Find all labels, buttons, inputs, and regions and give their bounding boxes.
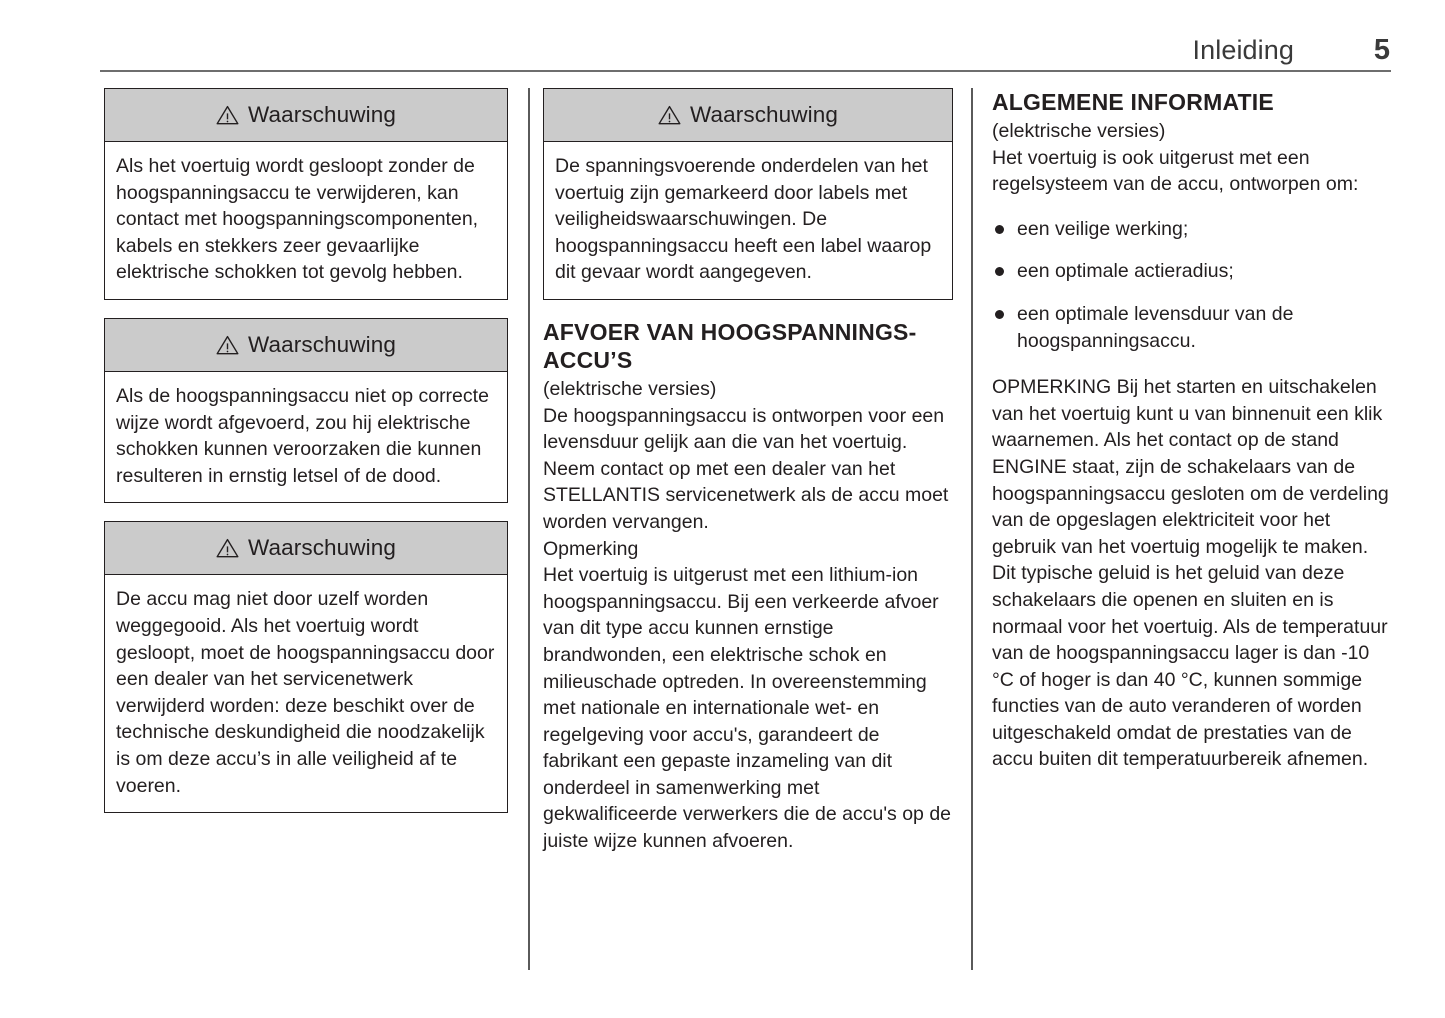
note-label: Opmerking bbox=[543, 537, 639, 560]
column-left bbox=[104, 88, 508, 831]
list-item bbox=[992, 258, 1392, 285]
disposal-paragraph: De hoogspanningsaccu is ontworpen voor een levensduur gelijk aan die van het voertuig. Neem contact op met een dealer van het STELLANTIS servicenetwerk als de accu moet worden vervangen. bbox=[543, 404, 949, 533]
general-info-intro: Het voertuig is ook uitgerust met een regelsysteem van de accu, ontworpen om: bbox=[992, 146, 1359, 196]
list-item-label: een optimale levensduur van de hoogspanningsaccu. bbox=[1017, 302, 1294, 352]
column-divider-left bbox=[528, 88, 530, 970]
page-title: Inleiding bbox=[1192, 35, 1294, 65]
list-item bbox=[992, 216, 1392, 243]
section-heading-general-info: ALGEMENE INFORMATIE bbox=[992, 89, 1274, 115]
column-middle bbox=[543, 88, 953, 855]
warning-header bbox=[544, 89, 952, 142]
bullet-dot-icon bbox=[995, 225, 1004, 234]
warning-triangle-icon bbox=[216, 335, 239, 355]
list-item-label: een optimale actieradius; bbox=[1017, 260, 1234, 283]
warning-body: Als de hoogspanningsaccu niet op correcte wijze wordt afgevoerd, zou hij elektrische schokken kunnen veroorzaken die kunnen resulteren in ernstig letsel of de dood. bbox=[116, 384, 489, 487]
warning-triangle-icon bbox=[658, 105, 681, 125]
warning-box bbox=[104, 318, 508, 503]
bullet-dot-icon bbox=[995, 267, 1004, 276]
warning-header bbox=[105, 89, 507, 142]
warning-box bbox=[543, 88, 953, 300]
section-heading-disposal: AFVOER VAN HOOGSPANNINGS-ACCU’S bbox=[543, 318, 917, 373]
benefits-list bbox=[992, 216, 1392, 354]
warning-triangle-icon bbox=[216, 538, 239, 558]
warning-box bbox=[104, 521, 508, 813]
bullet-dot-icon bbox=[995, 310, 1004, 319]
warning-header bbox=[105, 522, 507, 575]
section-subtitle: (elektrische versies) bbox=[543, 377, 717, 400]
warning-body: De spanningsvoerende onderdelen van het voertuig zijn gemarkeerd door labels met veiligheidswaarschuwingen. De hoogspanningsaccu heeft een label waarop dit gevaar wordt aangegeven. bbox=[555, 155, 932, 284]
warning-label: Waarschuwing bbox=[248, 535, 396, 561]
page-header bbox=[100, 34, 1390, 74]
column-divider-right bbox=[971, 88, 973, 970]
warning-label: Waarschuwing bbox=[248, 331, 396, 357]
header-rule bbox=[100, 70, 1391, 72]
section-subtitle: (elektrische versies) bbox=[992, 120, 1166, 142]
page-number: 5 bbox=[1373, 34, 1390, 66]
warning-label: Waarschuwing bbox=[690, 102, 838, 127]
warning-label: Waarschuwing bbox=[248, 102, 396, 127]
general-info-note: OPMERKING Bij het starten en uitschakelen van het voertuig kunt u van binnenuit een klik waarnemen. Als het contact op de stand ENGINE staat, zijn de schakelaars van de hoogspanningsaccu gesloten om de verdeling van de opgeslagen elektriciteit voor het gebruik van het voertuig mogelijk te maken. Dit typische geluid is het geluid van deze schakelaars die openen en sluiten en is normaal voor het voertuig. Als de temperatuur van de hoogspanningsaccu lager is dan -10 °C of hoger is dan 40 °C, kunnen sommige functies van de auto veranderen of worden uitgeschakeld omdat de prestaties van de accu buiten dit temperatuurbereik afnemen. bbox=[992, 376, 1389, 771]
list-item bbox=[992, 301, 1392, 354]
warning-body: Als het voertuig wordt gesloopt zonder de hoogspanningsaccu te verwijderen, kan contact met hoogspanningscomponenten, kabels en stekkers zeer gevaarlijke elektrische schokken tot gevolg hebben. bbox=[116, 155, 479, 284]
note-paragraph: Het voertuig is uitgerust met een lithium-ion hoogspanningsaccu. Bij een verkeerde afvoer van dit type accu kunnen ernstige brandwonden, een elektrische schok en milieuschade optreden. In overeenstemming met nationale en internationale wet- en regelgeving voor accu's, garandeert de fabrikant een gepaste inzameling van dit onderdeel in samenwerking met gekwalificeerde verwerkers die de accu's op de juiste wijze kunnen afvoeren. bbox=[543, 564, 952, 853]
column-right bbox=[992, 88, 1392, 773]
warning-body: De accu mag niet door uzelf worden weggegooid. Als het voertuig wordt gesloopt, moet de hoogspanningsaccu door een dealer van het servicenetwerk verwijderd worden: deze beschikt over de technische deskundigheid die noodzakelijk is om deze accu’s in alle veiligheid af te voeren. bbox=[116, 588, 495, 797]
list-item-label: een veilige werking; bbox=[1017, 217, 1189, 240]
warning-triangle-icon bbox=[216, 105, 239, 125]
warning-header bbox=[105, 319, 507, 372]
warning-box bbox=[104, 88, 508, 300]
